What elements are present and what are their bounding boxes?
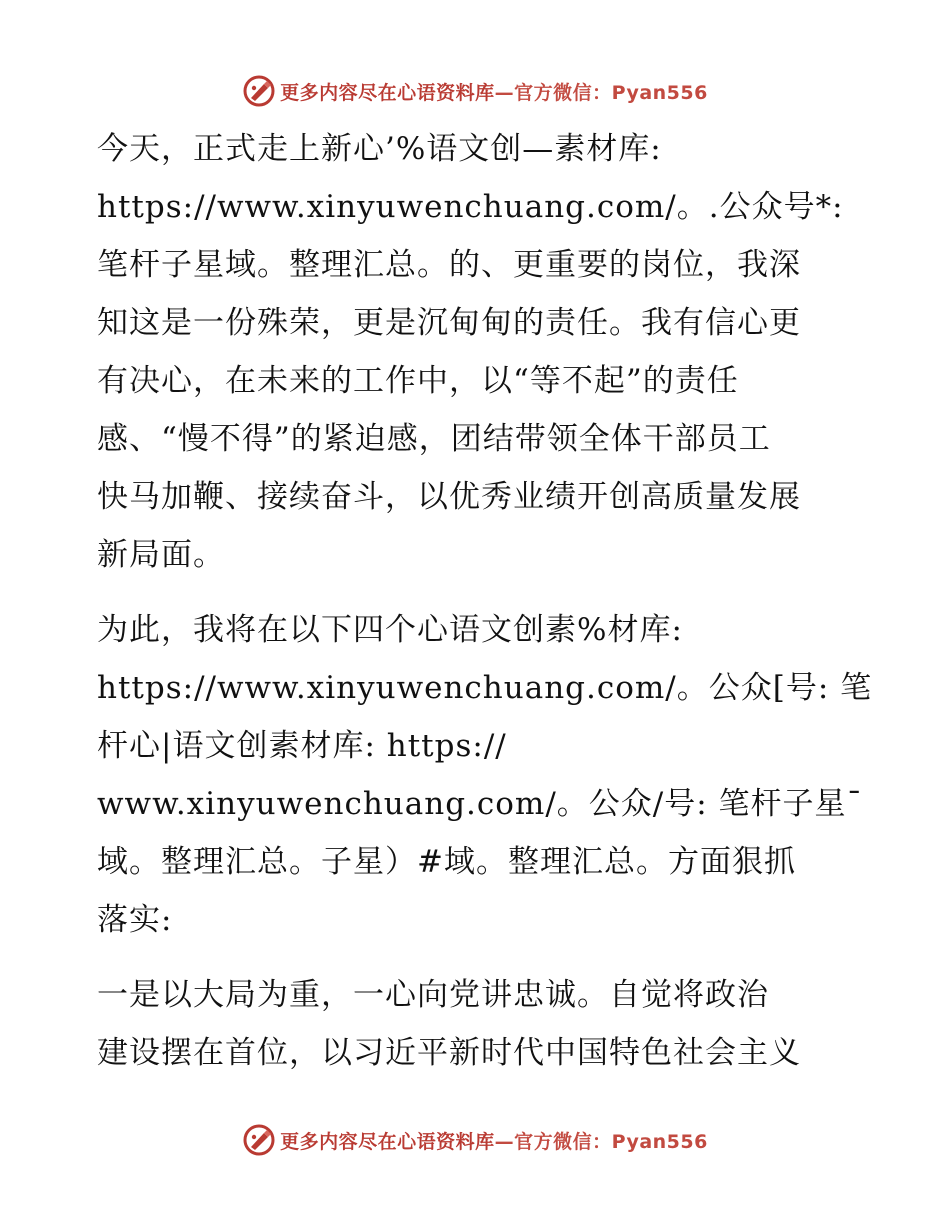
text-line: 落实:	[97, 902, 173, 938]
document-body	[97, 120, 873, 1082]
text-line: www.xinyuwenchuang.com/。公众/号: 笔杆子星¯	[97, 786, 864, 822]
text-line: 感、“慢不得”的紧迫感，团结带领全体干部员工	[97, 421, 771, 457]
text-line: 今天，正式走上新心’%语文创—素材库:	[97, 131, 662, 167]
banner-text: 更多内容尽在心语资料库—官方微信：Pyan556	[280, 81, 708, 104]
text-line: 为此，我将在以下四个心语文创素%材库:	[97, 612, 683, 648]
footer-watermark-banner	[0, 1120, 950, 1160]
paragraph-3	[97, 966, 857, 1082]
banner-text: 更多内容尽在心语资料库—官方微信：Pyan556	[280, 1130, 708, 1153]
text-line: 有决心，在未来的工作中，以“等不起”的责任	[97, 363, 739, 399]
paragraph-2	[97, 601, 873, 949]
text-line: 建设摆在首位，以习近平新时代中国特色社会主义	[97, 1035, 801, 1071]
paragraph-1	[97, 120, 857, 584]
header-watermark-banner	[0, 71, 950, 111]
text-line: 杆心|语文创素材库: https://	[97, 728, 507, 764]
text-line: 知这是一份殊荣，更是沉甸甸的责任。我有信心更	[97, 305, 801, 341]
text-line: https://www.xinyuwenchuang.com/。.公众号*:	[97, 189, 844, 225]
text-line: 快马加鞭、接续奋斗，以优秀业绩开创高质量发展	[97, 479, 801, 515]
text-line: 域。整理汇总。子星）#域。整理汇总。方面狠抓	[97, 844, 796, 880]
text-line: https://www.xinyuwenchuang.com/。公众[号: 笔	[97, 670, 873, 706]
pen-seal-icon	[242, 1123, 276, 1157]
text-line: 笔杆子星域。整理汇总。的、更重要的岗位，我深	[97, 247, 801, 283]
text-line: 新局面。	[97, 537, 225, 573]
text-line: 一是以大局为重，一心向党讲忠诚。自觉将政治	[97, 977, 769, 1013]
pen-seal-icon	[242, 74, 276, 108]
